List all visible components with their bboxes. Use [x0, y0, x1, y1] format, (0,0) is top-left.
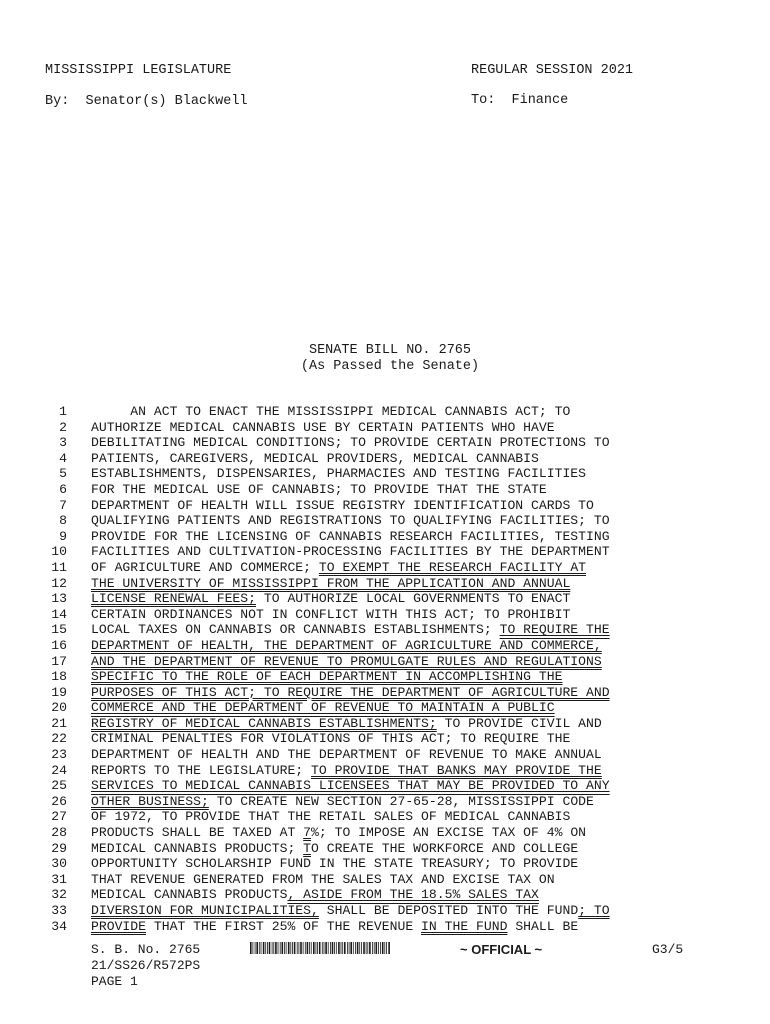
line-number: 20	[51, 700, 67, 716]
amended-text: SPECIFIC TO THE ROLE OF EACH DEPARTMENT IN ACCOMPLISHING THE	[91, 669, 563, 685]
line-segment: PROVIDE FOR THE LICENSING OF CANNABIS RESEARCH FACILITIES, TESTING	[91, 528, 610, 544]
line-number: 17	[51, 653, 67, 669]
amended-text: REGISTRY OF MEDICAL CANNABIS ESTABLISHMENTS;	[91, 715, 437, 731]
line-segment: SHALL BE	[507, 918, 579, 934]
line-text	[91, 794, 594, 810]
line-segment: TO AUTHORIZE LOCAL GOVERNMENTS TO ENACT	[256, 591, 571, 607]
line-text	[91, 700, 555, 716]
line-number: 10	[51, 544, 67, 560]
line-segment: MEDICAL CANNABIS PRODUCTS	[91, 887, 288, 903]
line-segment: OF AGRICULTURE AND COMMERCE;	[91, 559, 319, 575]
barcode-icon	[250, 942, 390, 954]
line-segment: OF 1972, TO PROVIDE THAT THE RETAIL SALES OF MEDICAL CANNABIS	[91, 809, 571, 825]
line-text	[91, 903, 610, 919]
line-number: 19	[51, 684, 67, 700]
line-text	[91, 778, 610, 794]
line-number: 32	[51, 887, 67, 903]
committee-line: To: Finance	[471, 93, 569, 108]
amended-text: OTHER BUSINESS;	[91, 793, 209, 809]
line-segment: O CREATE THE WORKFORCE AND COLLEGE	[311, 840, 579, 856]
line-segment: OPPORTUNITY SCHOLARSHIP FUND IN THE STATE TREASURY; TO PROVIDE	[91, 856, 579, 872]
amended-text: SERVICES TO MEDICAL CANNABIS LICENSEES THAT MAY BE PROVIDED TO ANY	[91, 778, 610, 794]
line-segment: THAT REVENUE GENERATED FROM THE SALES TAX AND EXCISE TAX ON	[91, 871, 555, 887]
official-mark: ~ OFFICIAL ~	[460, 942, 543, 957]
amended-text: DIVERSION FOR MUNICIPALITIES,	[91, 903, 319, 918]
line-text	[91, 482, 547, 498]
line-segment: SHALL BE DEPOSITED INTO THE FUND	[318, 903, 579, 918]
line-number: 8	[59, 513, 67, 529]
footer-page: PAGE 1	[91, 974, 138, 989]
line-number: 14	[51, 606, 67, 622]
legislature-name: MISSISSIPPI LEGISLATURE	[45, 63, 232, 78]
line-number: 9	[59, 528, 67, 544]
amended-text: T	[303, 840, 312, 856]
footer-bill-number: S. B. No. 2765	[91, 942, 201, 957]
amended-text: COMMERCE AND THE DEPARTMENT OF REVENUE TO MAINTAIN A PUBLIC	[91, 700, 555, 716]
line-text	[91, 404, 570, 420]
line-number: 26	[51, 793, 67, 809]
line-text	[91, 887, 539, 903]
amended-text: DEPARTMENT OF HEALTH, THE DEPARTMENT OF AGRICULTURE AND COMMERCE,	[91, 637, 602, 653]
line-segment: PATIENTS, CAREGIVERS, MEDICAL PROVIDERS, MEDICAL CANNABIS	[91, 450, 539, 466]
line-text	[91, 638, 602, 654]
line-segment: ESTABLISHMENTS, DISPENSARIES, PHARMACIES AND TESTING FACILITIES	[91, 466, 587, 482]
line-text	[91, 466, 586, 482]
line-text	[91, 498, 594, 514]
footer-code: G3/5	[652, 942, 684, 957]
line-number: 5	[59, 466, 67, 482]
line-number: 33	[51, 903, 67, 918]
amended-text: PROVIDE	[91, 918, 147, 934]
line-text	[91, 763, 602, 779]
line-text	[91, 856, 578, 872]
amended-text: LICENSE RENEWAL FEES;	[91, 591, 257, 607]
line-text	[91, 529, 610, 545]
line-segment: THAT THE FIRST 25% OF THE REVENUE	[146, 918, 422, 934]
amended-text: TO PROVIDE THAT BANKS MAY PROVIDE THE	[311, 762, 602, 778]
line-text	[91, 654, 602, 670]
line-segment: CRIMINAL PENALTIES FOR VIOLATIONS OF THIS ACT; TO REQUIRE THE	[91, 731, 571, 747]
line-segment: CERTAIN ORDINANCES NOT IN CONFLICT WITH THIS ACT; TO PROHIBIT	[91, 606, 571, 622]
line-number: 11	[51, 559, 67, 575]
line-text	[91, 809, 570, 825]
line-number: 16	[51, 637, 67, 653]
line-segment: DEBILITATING MEDICAL CONDITIONS; TO PROVIDE CERTAIN PROTECTIONS TO	[91, 435, 610, 451]
line-number: 24	[51, 762, 67, 778]
line-text	[91, 872, 555, 888]
line-segment: TO CREATE NEW SECTION 27-65-28, MISSISSIPPI CODE	[208, 793, 594, 809]
line-text	[91, 669, 562, 685]
line-text	[91, 731, 570, 747]
line-number: 15	[51, 622, 67, 638]
line-text	[91, 451, 539, 467]
line-segment: AUTHORIZE MEDICAL CANNABIS USE BY CERTAIN PATIENTS WHO HAVE	[91, 419, 555, 435]
bill-title: SENATE BILL NO. 2765	[308, 343, 472, 358]
line-number: 31	[51, 871, 67, 887]
line-text	[91, 607, 570, 623]
amended-text: THE UNIVERSITY OF MISSISSIPPI FROM THE APPLICATION AND ANNUAL	[91, 575, 571, 591]
session-label: REGULAR SESSION 2021	[471, 63, 634, 78]
line-text	[91, 685, 610, 701]
amended-text: , ASIDE FROM THE 18.5% SALES TAX	[287, 887, 539, 903]
line-text	[91, 560, 586, 576]
line-segment: PRODUCTS SHALL BE TAXED AT	[91, 825, 304, 841]
line-segment: FOR THE MEDICAL USE OF CANNABIS; TO PROVIDE THAT THE STATE	[91, 481, 547, 497]
line-number: 22	[51, 731, 67, 747]
bill-status: (As Passed the Senate)	[300, 359, 480, 374]
line-text	[91, 747, 602, 763]
amended-text: IN THE FUND	[421, 918, 508, 934]
line-text	[91, 825, 586, 841]
line-text	[91, 919, 578, 935]
line-text	[91, 591, 570, 607]
line-segment: TO PROVIDE CIVIL AND	[436, 715, 602, 731]
line-number: 13	[51, 591, 67, 607]
line-number: 23	[51, 747, 67, 763]
line-segment: QUALIFYING PATIENTS AND REGISTRATIONS TO QUALIFYING FACILITIES; TO	[91, 513, 610, 529]
line-text	[91, 716, 602, 732]
line-number: 25	[51, 778, 67, 794]
line-number: 21	[51, 715, 67, 731]
line-segment: DEPARTMENT OF HEALTH WILL ISSUE REGISTRY IDENTIFICATION CARDS TO	[91, 497, 594, 513]
line-segment: DEPARTMENT OF HEALTH AND THE DEPARTMENT OF REVENUE TO MAKE ANNUAL	[91, 747, 602, 763]
line-segment: REPORTS TO THE LEGISLATURE;	[91, 762, 312, 778]
line-segment: FACILITIES AND CULTIVATION-PROCESSING FACILITIES BY THE DEPARTMENT	[91, 544, 610, 560]
line-number: 30	[51, 856, 67, 872]
line-number: 3	[59, 435, 67, 451]
line-segment: AN ACT TO ENACT THE MISSISSIPPI MEDICAL CANNABIS ACT; TO	[91, 404, 571, 419]
amended-text: TO REQUIRE THE	[499, 622, 610, 638]
line-number: 18	[51, 669, 67, 685]
line-text	[91, 420, 555, 436]
line-text	[91, 576, 570, 592]
line-text	[91, 435, 610, 451]
line-number: 29	[51, 840, 67, 856]
sponsor-line: By: Senator(s) Blackwell	[45, 94, 248, 109]
line-number: 12	[51, 575, 67, 591]
line-text	[91, 622, 610, 638]
amended-text: AND THE DEPARTMENT OF REVENUE TO PROMULGATE RULES AND REGULATIONS	[91, 653, 602, 669]
line-number: 28	[51, 825, 67, 841]
line-text	[91, 841, 578, 857]
amended-text: ; TO	[578, 903, 610, 918]
amended-text: 7	[303, 825, 312, 841]
footer-doc-id: 21/SS26/R572PS	[91, 958, 201, 973]
line-number: 2	[59, 419, 67, 435]
line-text	[91, 544, 610, 560]
amended-text: PURPOSES OF THIS ACT; TO REQUIRE THE DEPARTMENT OF AGRICULTURE AND	[91, 684, 610, 700]
line-number: 7	[59, 497, 67, 513]
line-number: 6	[59, 481, 67, 497]
line-number: 1	[59, 404, 67, 419]
line-number: 4	[59, 450, 67, 466]
amended-text: TO EXEMPT THE RESEARCH FACILITY AT	[318, 559, 587, 575]
line-segment: LOCAL TAXES ON CANNABIS OR CANNABIS ESTABLISHMENTS;	[91, 622, 500, 638]
line-number: 27	[51, 809, 67, 825]
line-text	[91, 513, 610, 529]
line-segment: MEDICAL CANNABIS PRODUCTS;	[91, 840, 304, 856]
line-segment: %; TO IMPOSE AN EXCISE TAX OF 4% ON	[311, 825, 587, 841]
line-number: 34	[51, 918, 67, 934]
